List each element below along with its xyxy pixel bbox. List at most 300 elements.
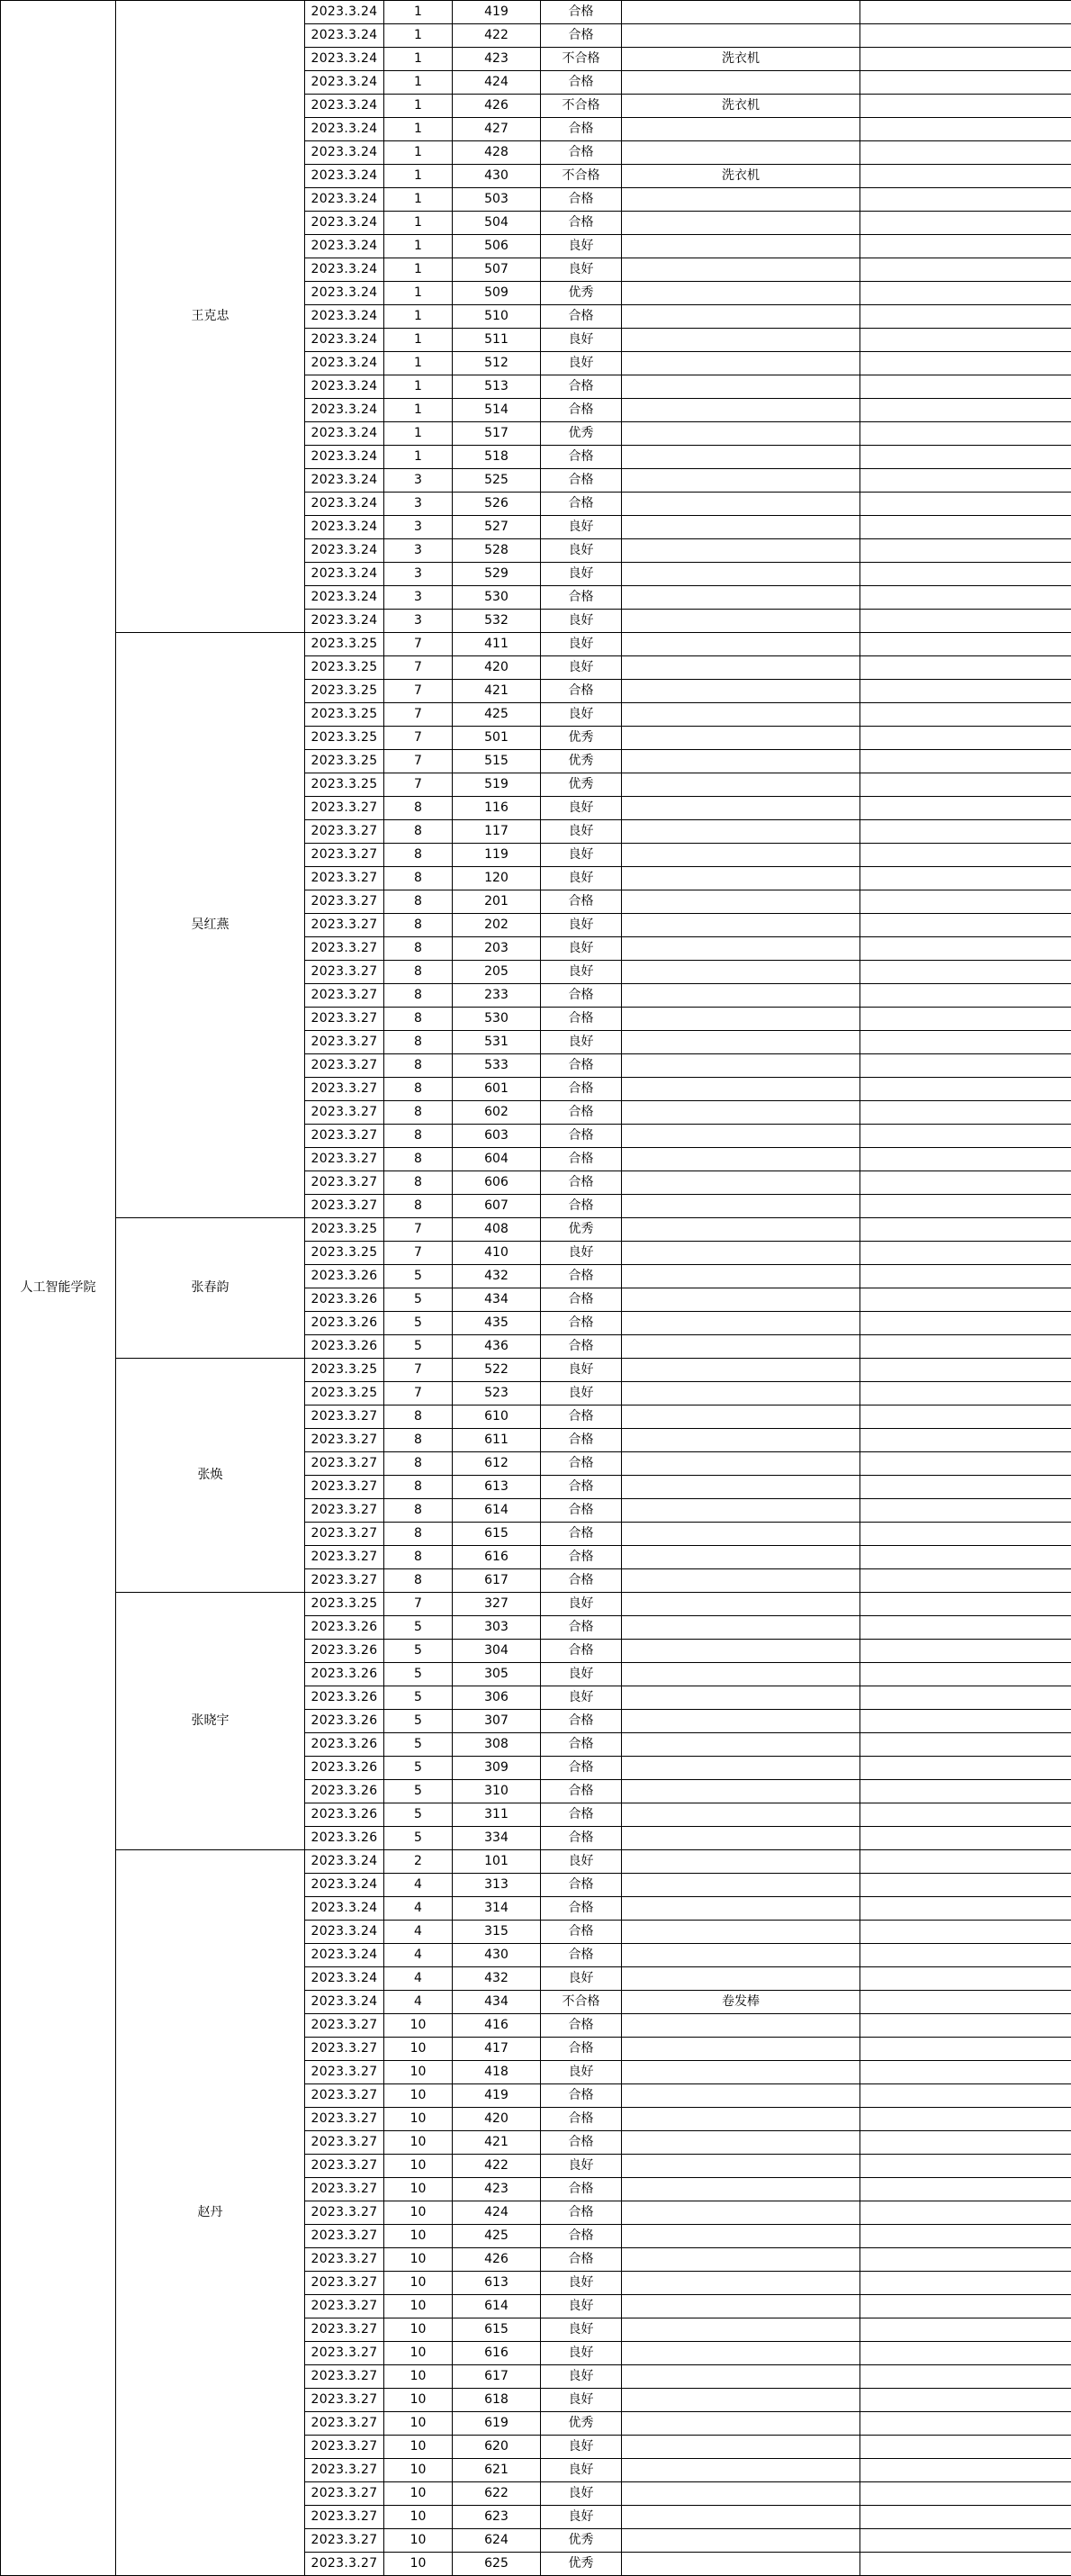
building-cell: 10 bbox=[384, 2014, 453, 2038]
remark-cell bbox=[860, 141, 1071, 165]
rating-cell: 良好 bbox=[541, 703, 622, 727]
building-cell: 4 bbox=[384, 1921, 453, 1944]
building-cell: 10 bbox=[384, 2482, 453, 2506]
remark-cell bbox=[860, 399, 1071, 422]
note-cell bbox=[622, 633, 860, 656]
date-cell: 2023.3.25 bbox=[305, 1218, 384, 1242]
building-cell: 7 bbox=[384, 773, 453, 797]
rating-cell: 合格 bbox=[541, 680, 622, 703]
note-cell bbox=[622, 212, 860, 235]
rating-cell: 良好 bbox=[541, 2365, 622, 2389]
remark-cell bbox=[860, 1827, 1071, 1850]
room-cell: 607 bbox=[453, 1195, 541, 1218]
room-cell: 434 bbox=[453, 1288, 541, 1312]
building-cell: 8 bbox=[384, 1195, 453, 1218]
room-cell: 422 bbox=[453, 2155, 541, 2178]
note-cell bbox=[622, 1429, 860, 1452]
room-cell: 506 bbox=[453, 235, 541, 258]
rating-cell: 合格 bbox=[541, 1897, 622, 1921]
room-cell: 408 bbox=[453, 1218, 541, 1242]
rating-cell: 合格 bbox=[541, 1780, 622, 1803]
rating-cell: 良好 bbox=[541, 235, 622, 258]
date-cell: 2023.3.24 bbox=[305, 586, 384, 610]
remark-cell bbox=[860, 2529, 1071, 2553]
building-cell: 7 bbox=[384, 750, 453, 773]
remark-cell bbox=[860, 2412, 1071, 2436]
remark-cell bbox=[860, 1054, 1071, 1078]
date-cell: 2023.3.26 bbox=[305, 1312, 384, 1335]
note-cell: 洗衣机 bbox=[622, 48, 860, 71]
table-row bbox=[1, 1593, 1071, 1616]
room-cell: 620 bbox=[453, 2436, 541, 2459]
room-cell: 423 bbox=[453, 48, 541, 71]
rating-cell: 优秀 bbox=[541, 282, 622, 305]
rating-cell: 优秀 bbox=[541, 2412, 622, 2436]
building-cell: 5 bbox=[384, 1780, 453, 1803]
remark-cell bbox=[860, 1569, 1071, 1593]
room-cell: 517 bbox=[453, 422, 541, 446]
remark-cell bbox=[860, 1406, 1071, 1429]
date-cell: 2023.3.24 bbox=[305, 165, 384, 188]
remark-cell bbox=[860, 446, 1071, 469]
note-cell bbox=[622, 2178, 860, 2201]
building-cell: 10 bbox=[384, 2412, 453, 2436]
note-cell bbox=[622, 1874, 860, 1897]
inspector-cell: 张春韵 bbox=[116, 1218, 305, 1359]
rating-cell: 良好 bbox=[541, 1359, 622, 1382]
remark-cell bbox=[860, 2389, 1071, 2412]
building-cell: 8 bbox=[384, 1008, 453, 1031]
remark-cell bbox=[860, 2201, 1071, 2225]
building-cell: 8 bbox=[384, 1429, 453, 1452]
note-cell bbox=[622, 2436, 860, 2459]
building-cell: 5 bbox=[384, 1827, 453, 1850]
note-cell bbox=[622, 820, 860, 844]
building-cell: 10 bbox=[384, 2155, 453, 2178]
table-row bbox=[1, 633, 1071, 656]
note-cell bbox=[622, 1803, 860, 1827]
building-cell: 7 bbox=[384, 1359, 453, 1382]
date-cell: 2023.3.26 bbox=[305, 1686, 384, 1710]
room-cell: 423 bbox=[453, 2178, 541, 2201]
room-cell: 430 bbox=[453, 165, 541, 188]
date-cell: 2023.3.27 bbox=[305, 914, 384, 937]
date-cell: 2023.3.27 bbox=[305, 1429, 384, 1452]
building-cell: 3 bbox=[384, 539, 453, 563]
rating-cell: 合格 bbox=[541, 493, 622, 516]
date-cell: 2023.3.27 bbox=[305, 2272, 384, 2295]
building-cell: 8 bbox=[384, 1054, 453, 1078]
building-cell: 2 bbox=[384, 1850, 453, 1874]
table-row bbox=[1, 1850, 1071, 1874]
remark-cell bbox=[860, 844, 1071, 867]
remark-cell bbox=[860, 610, 1071, 633]
rating-cell: 不合格 bbox=[541, 48, 622, 71]
room-cell: 613 bbox=[453, 2272, 541, 2295]
date-cell: 2023.3.26 bbox=[305, 1710, 384, 1733]
building-cell: 8 bbox=[384, 844, 453, 867]
rating-cell: 良好 bbox=[541, 2295, 622, 2318]
remark-cell bbox=[860, 2342, 1071, 2365]
table-body bbox=[1, 1, 1071, 2576]
remark-cell bbox=[860, 1101, 1071, 1125]
date-cell: 2023.3.27 bbox=[305, 844, 384, 867]
remark-cell bbox=[860, 2365, 1071, 2389]
building-cell: 10 bbox=[384, 2295, 453, 2318]
remark-cell bbox=[860, 773, 1071, 797]
remark-cell bbox=[860, 2248, 1071, 2272]
remark-cell bbox=[860, 727, 1071, 750]
room-cell: 120 bbox=[453, 867, 541, 890]
note-cell bbox=[622, 1406, 860, 1429]
rating-cell: 优秀 bbox=[541, 1218, 622, 1242]
building-cell: 8 bbox=[384, 937, 453, 961]
room-cell: 621 bbox=[453, 2459, 541, 2482]
rating-cell: 合格 bbox=[541, 2108, 622, 2131]
building-cell: 10 bbox=[384, 2038, 453, 2061]
room-cell: 307 bbox=[453, 1710, 541, 1733]
room-cell: 201 bbox=[453, 890, 541, 914]
note-cell bbox=[622, 1, 860, 24]
remark-cell bbox=[860, 1218, 1071, 1242]
rating-cell: 良好 bbox=[541, 1686, 622, 1710]
rating-cell: 合格 bbox=[541, 1452, 622, 1476]
building-cell: 1 bbox=[384, 399, 453, 422]
building-cell: 1 bbox=[384, 282, 453, 305]
date-cell: 2023.3.27 bbox=[305, 2389, 384, 2412]
rating-cell: 合格 bbox=[541, 2178, 622, 2201]
remark-cell bbox=[860, 914, 1071, 937]
remark-cell bbox=[860, 539, 1071, 563]
note-cell bbox=[622, 2201, 860, 2225]
building-cell: 4 bbox=[384, 1967, 453, 1991]
note-cell bbox=[622, 2482, 860, 2506]
room-cell: 416 bbox=[453, 2014, 541, 2038]
note-cell bbox=[622, 563, 860, 586]
building-cell: 8 bbox=[384, 1523, 453, 1546]
note-cell bbox=[622, 1850, 860, 1874]
rating-cell: 良好 bbox=[541, 258, 622, 282]
table-row bbox=[1, 1359, 1071, 1382]
building-cell: 8 bbox=[384, 1546, 453, 1569]
building-cell: 8 bbox=[384, 1499, 453, 1523]
room-cell: 334 bbox=[453, 1827, 541, 1850]
room-cell: 512 bbox=[453, 352, 541, 375]
remark-cell bbox=[860, 1288, 1071, 1312]
remark-cell bbox=[860, 1757, 1071, 1780]
rating-cell: 合格 bbox=[541, 399, 622, 422]
rating-cell: 合格 bbox=[541, 1733, 622, 1757]
date-cell: 2023.3.24 bbox=[305, 493, 384, 516]
note-cell bbox=[622, 188, 860, 212]
room-cell: 309 bbox=[453, 1757, 541, 1780]
note-cell bbox=[622, 422, 860, 446]
date-cell: 2023.3.27 bbox=[305, 1569, 384, 1593]
rating-cell: 合格 bbox=[541, 2225, 622, 2248]
rating-cell: 合格 bbox=[541, 2084, 622, 2108]
room-cell: 615 bbox=[453, 2318, 541, 2342]
rating-cell: 合格 bbox=[541, 1054, 622, 1078]
rating-cell: 良好 bbox=[541, 797, 622, 820]
room-cell: 614 bbox=[453, 1499, 541, 1523]
room-cell: 518 bbox=[453, 446, 541, 469]
room-cell: 531 bbox=[453, 1031, 541, 1054]
date-cell: 2023.3.27 bbox=[305, 1054, 384, 1078]
date-cell: 2023.3.24 bbox=[305, 375, 384, 399]
room-cell: 618 bbox=[453, 2389, 541, 2412]
note-cell bbox=[622, 2389, 860, 2412]
note-cell bbox=[622, 1733, 860, 1757]
note-cell bbox=[622, 2038, 860, 2061]
remark-cell bbox=[860, 1803, 1071, 1827]
room-cell: 435 bbox=[453, 1312, 541, 1335]
rating-cell: 合格 bbox=[541, 2014, 622, 2038]
rating-cell: 良好 bbox=[541, 2506, 622, 2529]
building-cell: 10 bbox=[384, 2131, 453, 2155]
remark-cell bbox=[860, 24, 1071, 48]
note-cell bbox=[622, 235, 860, 258]
rating-cell: 不合格 bbox=[541, 95, 622, 118]
room-cell: 507 bbox=[453, 258, 541, 282]
remark-cell bbox=[860, 937, 1071, 961]
date-cell: 2023.3.27 bbox=[305, 2482, 384, 2506]
building-cell: 10 bbox=[384, 2389, 453, 2412]
room-cell: 314 bbox=[453, 1897, 541, 1921]
room-cell: 308 bbox=[453, 1733, 541, 1757]
date-cell: 2023.3.27 bbox=[305, 867, 384, 890]
note-cell bbox=[622, 2155, 860, 2178]
remark-cell bbox=[860, 469, 1071, 493]
rating-cell: 合格 bbox=[541, 1, 622, 24]
note-cell bbox=[622, 1640, 860, 1663]
rating-cell: 合格 bbox=[541, 1803, 622, 1827]
building-cell: 1 bbox=[384, 24, 453, 48]
room-cell: 529 bbox=[453, 563, 541, 586]
rating-cell: 良好 bbox=[541, 563, 622, 586]
date-cell: 2023.3.27 bbox=[305, 2038, 384, 2061]
building-cell: 8 bbox=[384, 1125, 453, 1148]
rating-cell: 良好 bbox=[541, 2318, 622, 2342]
remark-cell bbox=[860, 1686, 1071, 1710]
room-cell: 617 bbox=[453, 1569, 541, 1593]
room-cell: 432 bbox=[453, 1967, 541, 1991]
room-cell: 101 bbox=[453, 1850, 541, 1874]
building-cell: 10 bbox=[384, 2108, 453, 2131]
remark-cell bbox=[860, 890, 1071, 914]
rating-cell: 良好 bbox=[541, 516, 622, 539]
rating-cell: 合格 bbox=[541, 1757, 622, 1780]
note-cell bbox=[622, 258, 860, 282]
date-cell: 2023.3.27 bbox=[305, 2365, 384, 2389]
rating-cell: 良好 bbox=[541, 2155, 622, 2178]
building-cell: 3 bbox=[384, 469, 453, 493]
rating-cell: 优秀 bbox=[541, 2529, 622, 2553]
note-cell bbox=[622, 24, 860, 48]
remark-cell bbox=[860, 586, 1071, 610]
building-cell: 7 bbox=[384, 727, 453, 750]
building-cell: 8 bbox=[384, 1171, 453, 1195]
date-cell: 2023.3.26 bbox=[305, 1640, 384, 1663]
rating-cell: 良好 bbox=[541, 352, 622, 375]
room-cell: 117 bbox=[453, 820, 541, 844]
date-cell: 2023.3.27 bbox=[305, 1406, 384, 1429]
rating-cell: 合格 bbox=[541, 1640, 622, 1663]
date-cell: 2023.3.27 bbox=[305, 2084, 384, 2108]
building-cell: 4 bbox=[384, 1991, 453, 2014]
date-cell: 2023.3.25 bbox=[305, 773, 384, 797]
rating-cell: 合格 bbox=[541, 1499, 622, 1523]
building-cell: 5 bbox=[384, 1616, 453, 1640]
rating-cell: 合格 bbox=[541, 1616, 622, 1640]
inspector-cell: 张晓宇 bbox=[116, 1593, 305, 1850]
rating-cell: 合格 bbox=[541, 1429, 622, 1452]
note-cell bbox=[622, 2459, 860, 2482]
date-cell: 2023.3.26 bbox=[305, 1803, 384, 1827]
note-cell bbox=[622, 727, 860, 750]
room-cell: 425 bbox=[453, 2225, 541, 2248]
date-cell: 2023.3.24 bbox=[305, 1, 384, 24]
rating-cell: 合格 bbox=[541, 2131, 622, 2155]
note-cell bbox=[622, 1523, 860, 1546]
date-cell: 2023.3.27 bbox=[305, 2014, 384, 2038]
remark-cell bbox=[860, 235, 1071, 258]
rating-cell: 良好 bbox=[541, 820, 622, 844]
building-cell: 10 bbox=[384, 2436, 453, 2459]
date-cell: 2023.3.27 bbox=[305, 2248, 384, 2272]
rating-cell: 合格 bbox=[541, 1171, 622, 1195]
building-cell: 7 bbox=[384, 1218, 453, 1242]
remark-cell bbox=[860, 1663, 1071, 1686]
remark-cell bbox=[860, 2436, 1071, 2459]
building-cell: 3 bbox=[384, 563, 453, 586]
room-cell: 116 bbox=[453, 797, 541, 820]
rating-cell: 合格 bbox=[541, 141, 622, 165]
note-cell bbox=[622, 2248, 860, 2272]
note-cell bbox=[622, 2061, 860, 2084]
note-cell bbox=[622, 1944, 860, 1967]
remark-cell bbox=[860, 2038, 1071, 2061]
building-cell: 5 bbox=[384, 1312, 453, 1335]
rating-cell: 合格 bbox=[541, 375, 622, 399]
building-cell: 5 bbox=[384, 1335, 453, 1359]
date-cell: 2023.3.24 bbox=[305, 446, 384, 469]
building-cell: 5 bbox=[384, 1803, 453, 1827]
date-cell: 2023.3.24 bbox=[305, 141, 384, 165]
note-cell bbox=[622, 2365, 860, 2389]
remark-cell bbox=[860, 118, 1071, 141]
date-cell: 2023.3.26 bbox=[305, 1733, 384, 1757]
date-cell: 2023.3.24 bbox=[305, 610, 384, 633]
building-cell: 7 bbox=[384, 656, 453, 680]
building-cell: 5 bbox=[384, 1686, 453, 1710]
date-cell: 2023.3.24 bbox=[305, 329, 384, 352]
note-cell bbox=[622, 282, 860, 305]
date-cell: 2023.3.26 bbox=[305, 1265, 384, 1288]
remark-cell bbox=[860, 422, 1071, 446]
room-cell: 606 bbox=[453, 1171, 541, 1195]
rating-cell: 合格 bbox=[541, 1874, 622, 1897]
rating-cell: 良好 bbox=[541, 329, 622, 352]
note-cell bbox=[622, 2318, 860, 2342]
room-cell: 510 bbox=[453, 305, 541, 329]
date-cell: 2023.3.24 bbox=[305, 422, 384, 446]
room-cell: 616 bbox=[453, 2342, 541, 2365]
note-cell bbox=[622, 2342, 860, 2365]
date-cell: 2023.3.26 bbox=[305, 1757, 384, 1780]
building-cell: 8 bbox=[384, 867, 453, 890]
rating-cell: 良好 bbox=[541, 633, 622, 656]
inspector-cell: 吴红燕 bbox=[116, 633, 305, 1218]
room-cell: 430 bbox=[453, 1944, 541, 1967]
building-cell: 5 bbox=[384, 1288, 453, 1312]
date-cell: 2023.3.24 bbox=[305, 469, 384, 493]
rating-cell: 合格 bbox=[541, 1476, 622, 1499]
rating-cell: 合格 bbox=[541, 1265, 622, 1288]
note-cell bbox=[622, 375, 860, 399]
rating-cell: 良好 bbox=[541, 2459, 622, 2482]
date-cell: 2023.3.27 bbox=[305, 2412, 384, 2436]
remark-cell bbox=[860, 48, 1071, 71]
room-cell: 509 bbox=[453, 282, 541, 305]
remark-cell bbox=[860, 2459, 1071, 2482]
note-cell bbox=[622, 2131, 860, 2155]
remark-cell bbox=[860, 1195, 1071, 1218]
note-cell bbox=[622, 446, 860, 469]
room-cell: 425 bbox=[453, 703, 541, 727]
remark-cell bbox=[860, 1452, 1071, 1476]
building-cell: 5 bbox=[384, 1733, 453, 1757]
note-cell bbox=[622, 2108, 860, 2131]
date-cell: 2023.3.27 bbox=[305, 1125, 384, 1148]
note-cell bbox=[622, 1008, 860, 1031]
note-cell bbox=[622, 1195, 860, 1218]
room-cell: 504 bbox=[453, 212, 541, 235]
rating-cell: 良好 bbox=[541, 1031, 622, 1054]
rating-cell: 合格 bbox=[541, 212, 622, 235]
remark-cell bbox=[860, 1476, 1071, 1499]
room-cell: 233 bbox=[453, 984, 541, 1008]
remark-cell bbox=[860, 1967, 1071, 1991]
rating-cell: 合格 bbox=[541, 1148, 622, 1171]
note-cell: 洗衣机 bbox=[622, 165, 860, 188]
note-cell bbox=[622, 539, 860, 563]
date-cell: 2023.3.27 bbox=[305, 1195, 384, 1218]
note-cell bbox=[622, 1476, 860, 1499]
building-cell: 7 bbox=[384, 680, 453, 703]
building-cell: 7 bbox=[384, 1382, 453, 1406]
building-cell: 5 bbox=[384, 1757, 453, 1780]
date-cell: 2023.3.27 bbox=[305, 1523, 384, 1546]
remark-cell bbox=[860, 516, 1071, 539]
date-cell: 2023.3.27 bbox=[305, 2225, 384, 2248]
inspector-cell: 张焕 bbox=[116, 1359, 305, 1593]
room-cell: 327 bbox=[453, 1593, 541, 1616]
remark-cell bbox=[860, 375, 1071, 399]
date-cell: 2023.3.26 bbox=[305, 1335, 384, 1359]
building-cell: 4 bbox=[384, 1897, 453, 1921]
room-cell: 119 bbox=[453, 844, 541, 867]
rating-cell: 合格 bbox=[541, 1944, 622, 1967]
room-cell: 422 bbox=[453, 24, 541, 48]
remark-cell bbox=[860, 1874, 1071, 1897]
building-cell: 5 bbox=[384, 1265, 453, 1288]
rating-cell: 良好 bbox=[541, 1967, 622, 1991]
remark-cell bbox=[860, 1640, 1071, 1663]
remark-cell bbox=[860, 305, 1071, 329]
date-cell: 2023.3.24 bbox=[305, 48, 384, 71]
room-cell: 304 bbox=[453, 1640, 541, 1663]
date-cell: 2023.3.27 bbox=[305, 2178, 384, 2201]
